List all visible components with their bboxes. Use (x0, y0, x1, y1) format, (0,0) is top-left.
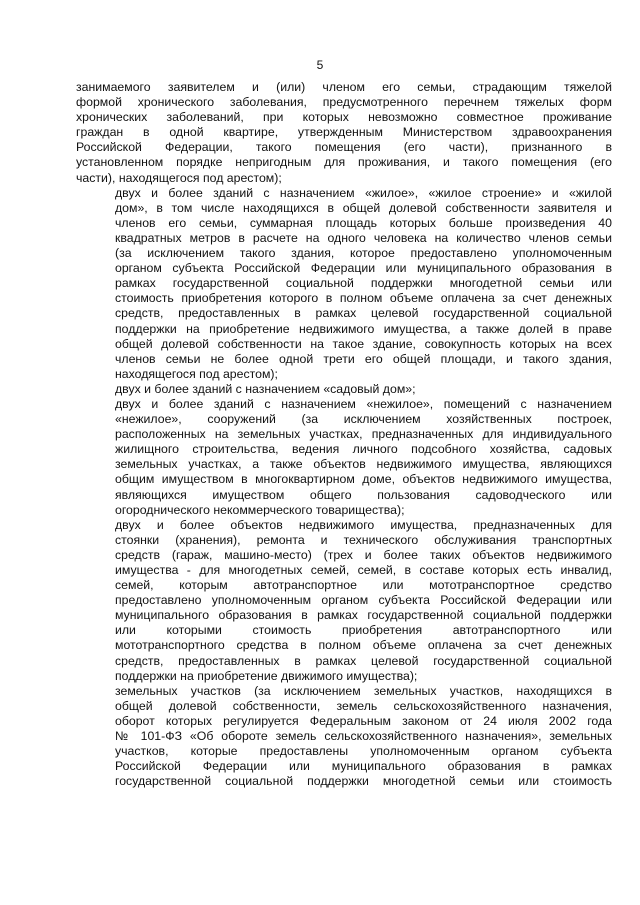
text-line: средств, предоставленных в рамках целевой государственной социальной (115, 306, 612, 321)
paragraph (76, 397, 612, 518)
text-line: средств, предоставленных в рамках целевой государственной социальной (115, 653, 612, 668)
text-line: находящегося под арестом); (115, 366, 278, 381)
text-line: двух и более зданий с назначением «нежилое», помещений с назначением (115, 396, 612, 411)
text-line: Российской Федерации или муниципального образования в рамках (115, 759, 612, 774)
text-line: квадратных метров в расчете на одного человека на количество членов семьи (115, 230, 612, 245)
text-line: членов семьи не более одной трети его общей площади, и такого здания, (115, 351, 612, 366)
paragraph (76, 382, 612, 397)
text-line: поддержки на приобретение недвижимого имущества, а также долей в праве (115, 321, 612, 336)
text-line: органом субъекта Российской Федерации или муниципального образования в (115, 261, 612, 276)
text-line: двух и более зданий с назначением «садовый дом»; (115, 381, 416, 396)
text-line: части), находящегося под арестом); (76, 170, 282, 185)
text-line: общей долевой собственности на такое здание, совокупность которых на всех (115, 336, 612, 351)
text-line: № 101-ФЗ «Об обороте земель сельскохозяйственного назначения», земельных (115, 729, 612, 744)
text-line: двух и более объектов недвижимого имущества, предназначенных для (115, 517, 612, 532)
page-number: 5 (316, 58, 324, 72)
paragraph (76, 186, 612, 382)
text-line: жилищного строительства, ведения личного подсобного хозяйства, садовых (115, 442, 612, 457)
text-line: занимаемого заявителем и (или) членом его семьи, страдающим тяжелой (76, 80, 612, 94)
paragraph (76, 80, 612, 186)
text-line: или которыми стоимость приобретения автотранспортного или (115, 623, 612, 638)
text-line: хронических заболеваний, при которых невозможно совместное проживание (76, 110, 612, 125)
text-line: Российской Федерации, такого помещения (его части), признанного в (76, 140, 612, 155)
text-line: оборот которых регулируется Федеральным законом от 24 июля 2002 года (115, 713, 612, 728)
text-line: участков, которые предоставлены уполномоченным органом субъекта (115, 744, 612, 759)
document-body (76, 80, 612, 789)
text-line: поддержки на приобретение движимого имущества); (115, 668, 418, 683)
text-line: имущества - для многодетных семей, семей, в составе которых есть инвалид, (115, 563, 612, 577)
text-line: рамках государственной социальной поддержки многодетной семьи или (115, 276, 612, 291)
text-line: мототранспортного средства в полном объеме оплачена за счет денежных (115, 638, 612, 653)
text-line: семей, которым автотранспортное или мототранспортное средство (115, 578, 612, 593)
text-line: общей долевой собственности, земель сельскохозяйственного назначения, (115, 698, 612, 713)
text-line: средств (гараж, машино-место) (трех и более таких объектов недвижимого (115, 547, 612, 562)
text-line: стоянки (хранения), ремонта и технического обслуживания транспортных (115, 532, 612, 547)
text-line: расположенных на земельных участках, предназначенных для индивидуального (115, 427, 612, 442)
text-line: (за исключением такого здания, которое предоставлено уполномоченным (115, 246, 612, 261)
text-line: государственной социальной поддержки многодетной семьи или стоимость (115, 774, 612, 789)
text-line: земельных участках, а также объектов недвижимого имущества, являющихся (115, 457, 612, 472)
text-line: муниципального образования в рамках государственной социальной поддержки (115, 608, 612, 623)
text-line: двух и более зданий с назначением «жилое», «жилое строение» и «жилой (115, 185, 612, 200)
text-line: общим имуществом в многоквартирном доме, объектов недвижимого имущества, (115, 472, 612, 487)
text-line: членов его семьи, суммарная площадь которых больше произведения 40 (115, 215, 612, 230)
text-line: являющихся имуществом общего пользования садоводческого или (115, 487, 612, 502)
paragraph (76, 684, 612, 790)
text-line: формой хронического заболевания, предусмотренного перечнем тяжелых форм (76, 95, 612, 110)
text-line: граждан в одной квартире, утвержденным Министерством здравоохранения (76, 125, 612, 140)
text-line: предоставлено уполномоченным органом субъекта Российской Федерации или (115, 593, 612, 608)
text-line: стоимость приобретения которого в полном объеме оплачена за счет денежных (115, 291, 612, 306)
text-line: дом», в том числе находящихся в общей долевой собственности заявителя и (115, 200, 612, 215)
text-line: земельных участков (за исключением земельных участков, находящихся в (115, 683, 612, 698)
paragraph (76, 518, 612, 684)
text-line: установленном порядке непригодным для проживания, и такого помещения (его (76, 155, 612, 170)
text-line: «нежилое», сооружений (за исключением хозяйственных построек, (115, 412, 612, 427)
text-line: огороднического некоммерческого товарищества); (115, 502, 405, 517)
